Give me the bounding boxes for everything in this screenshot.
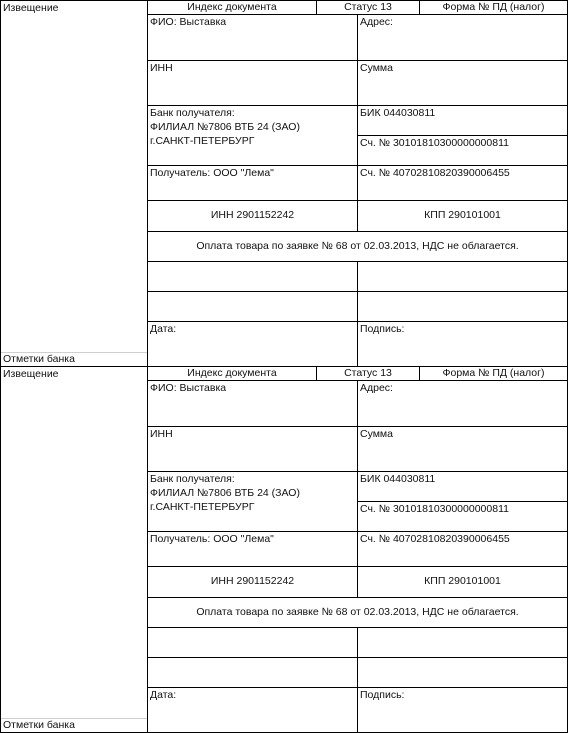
bik-cell [357, 105, 568, 136]
sum-label: Сумма [360, 428, 393, 440]
payer-name-text: ФИО: Выставка [150, 382, 227, 394]
blank-field[interactable] [357, 261, 568, 292]
recipient-bank-cell [147, 471, 358, 532]
correspondent-account-value: Сч. № 30101810300000000811 [360, 137, 509, 149]
blank-field[interactable] [147, 291, 358, 322]
bik-cell [357, 471, 568, 502]
bank-marks-area [1, 718, 148, 732]
address-field[interactable] [357, 380, 568, 427]
signature-label: Подпись: [360, 689, 405, 701]
address-field[interactable] [357, 14, 568, 61]
header-status-cell [316, 0, 420, 15]
blank-field[interactable] [147, 627, 358, 658]
recipient-account-value: Сч. № 40702810820390006455 [360, 533, 510, 545]
bank-marks-label: Отметки банка [3, 353, 75, 365]
blank-field[interactable] [357, 627, 568, 658]
date-field[interactable] [147, 321, 358, 367]
recipient-cell [147, 531, 358, 567]
payer-inn-label: ИНН [150, 62, 173, 74]
signature-field[interactable] [357, 321, 568, 367]
payer-inn-field[interactable] [147, 426, 358, 472]
blank-field[interactable] [357, 657, 568, 688]
address-label: Адрес: [360, 16, 393, 28]
recipient-bank-name: ФИЛИАЛ №7806 ВТБ 24 (ЗАО) [150, 121, 300, 133]
correspondent-account-value: Сч. № 30101810300000000811 [360, 503, 509, 515]
blank-field[interactable] [357, 291, 568, 322]
status-label: Статус 13 [344, 367, 392, 379]
recipient-cell [147, 165, 358, 201]
correspondent-account-cell [357, 135, 568, 166]
notice-column [0, 0, 148, 367]
recipient-kpp-cell [357, 566, 568, 598]
bik-value: БИК 044030811 [360, 473, 436, 485]
recipient-bank-name: ФИЛИАЛ №7806 ВТБ 24 (ЗАО) [150, 487, 300, 499]
payment-purpose-text: Оплата товара по заявке № 68 от 02.03.2013, НДС не облагается. [196, 240, 519, 252]
recipient-name: Получатель: ООО "Лема" [150, 533, 274, 545]
recipient-kpp-cell [357, 200, 568, 232]
date-label: Дата: [150, 689, 177, 701]
payment-purpose-cell [147, 597, 568, 628]
blank-field[interactable] [147, 657, 358, 688]
bik-value: БИК 044030811 [360, 107, 436, 119]
recipient-kpp-value: КПП 290101001 [424, 575, 501, 587]
sum-field[interactable] [357, 426, 568, 472]
signature-label: Подпись: [360, 323, 405, 335]
recipient-inn-value: ИНН 2901152242 [210, 209, 295, 221]
recipient-account-cell [357, 531, 568, 567]
payment-purpose-cell [147, 231, 568, 262]
bank-marks-label: Отметки банка [3, 719, 75, 731]
recipient-kpp-value: КПП 290101001 [424, 209, 501, 221]
recipient-account-cell [357, 165, 568, 201]
recipient-account-value: Сч. № 40702810820390006455 [360, 167, 510, 179]
bank-marks-area [1, 352, 148, 366]
payer-name-field[interactable] [147, 14, 358, 61]
form-label: Форма № ПД (налог) [442, 1, 545, 13]
date-label: Дата: [150, 323, 177, 335]
payer-inn-field[interactable] [147, 60, 358, 106]
correspondent-account-cell [357, 501, 568, 532]
recipient-inn-cell [147, 200, 358, 232]
recipient-bank-cell [147, 105, 358, 166]
status-label: Статус 13 [344, 1, 392, 13]
signature-field[interactable] [357, 687, 568, 733]
header-status-cell [316, 366, 420, 381]
payment-purpose-text: Оплата товара по заявке № 68 от 02.03.2013, НДС не облагается. [196, 606, 519, 618]
form-label: Форма № ПД (налог) [442, 367, 545, 379]
header-form-cell [419, 0, 568, 15]
notice-label: Извещение [3, 368, 59, 380]
sum-field[interactable] [357, 60, 568, 106]
header-index-cell [147, 0, 317, 15]
sum-label: Сумма [360, 62, 393, 74]
notice-label: Извещение [3, 2, 59, 14]
notice-column [0, 366, 148, 733]
recipient-bank-city: г.САНКТ-ПЕТЕРБУРГ [150, 135, 255, 147]
payment-coupon-bottom [0, 366, 568, 733]
recipient-inn-cell [147, 566, 358, 598]
recipient-bank-label: Банк получателя: [150, 107, 235, 119]
recipient-bank-label: Банк получателя: [150, 473, 235, 485]
payer-name-field[interactable] [147, 380, 358, 427]
recipient-inn-value: ИНН 2901152242 [210, 575, 295, 587]
date-field[interactable] [147, 687, 358, 733]
recipient-name: Получатель: ООО "Лема" [150, 167, 274, 179]
payer-inn-label: ИНН [150, 428, 173, 440]
document-index-label: Индекс документа [187, 367, 277, 379]
address-label: Адрес: [360, 382, 393, 394]
document-index-label: Индекс документа [187, 1, 277, 13]
header-index-cell [147, 366, 317, 381]
header-form-cell [419, 366, 568, 381]
recipient-bank-city: г.САНКТ-ПЕТЕРБУРГ [150, 501, 255, 513]
blank-field[interactable] [147, 261, 358, 292]
payer-name-text: ФИО: Выставка [150, 16, 227, 28]
